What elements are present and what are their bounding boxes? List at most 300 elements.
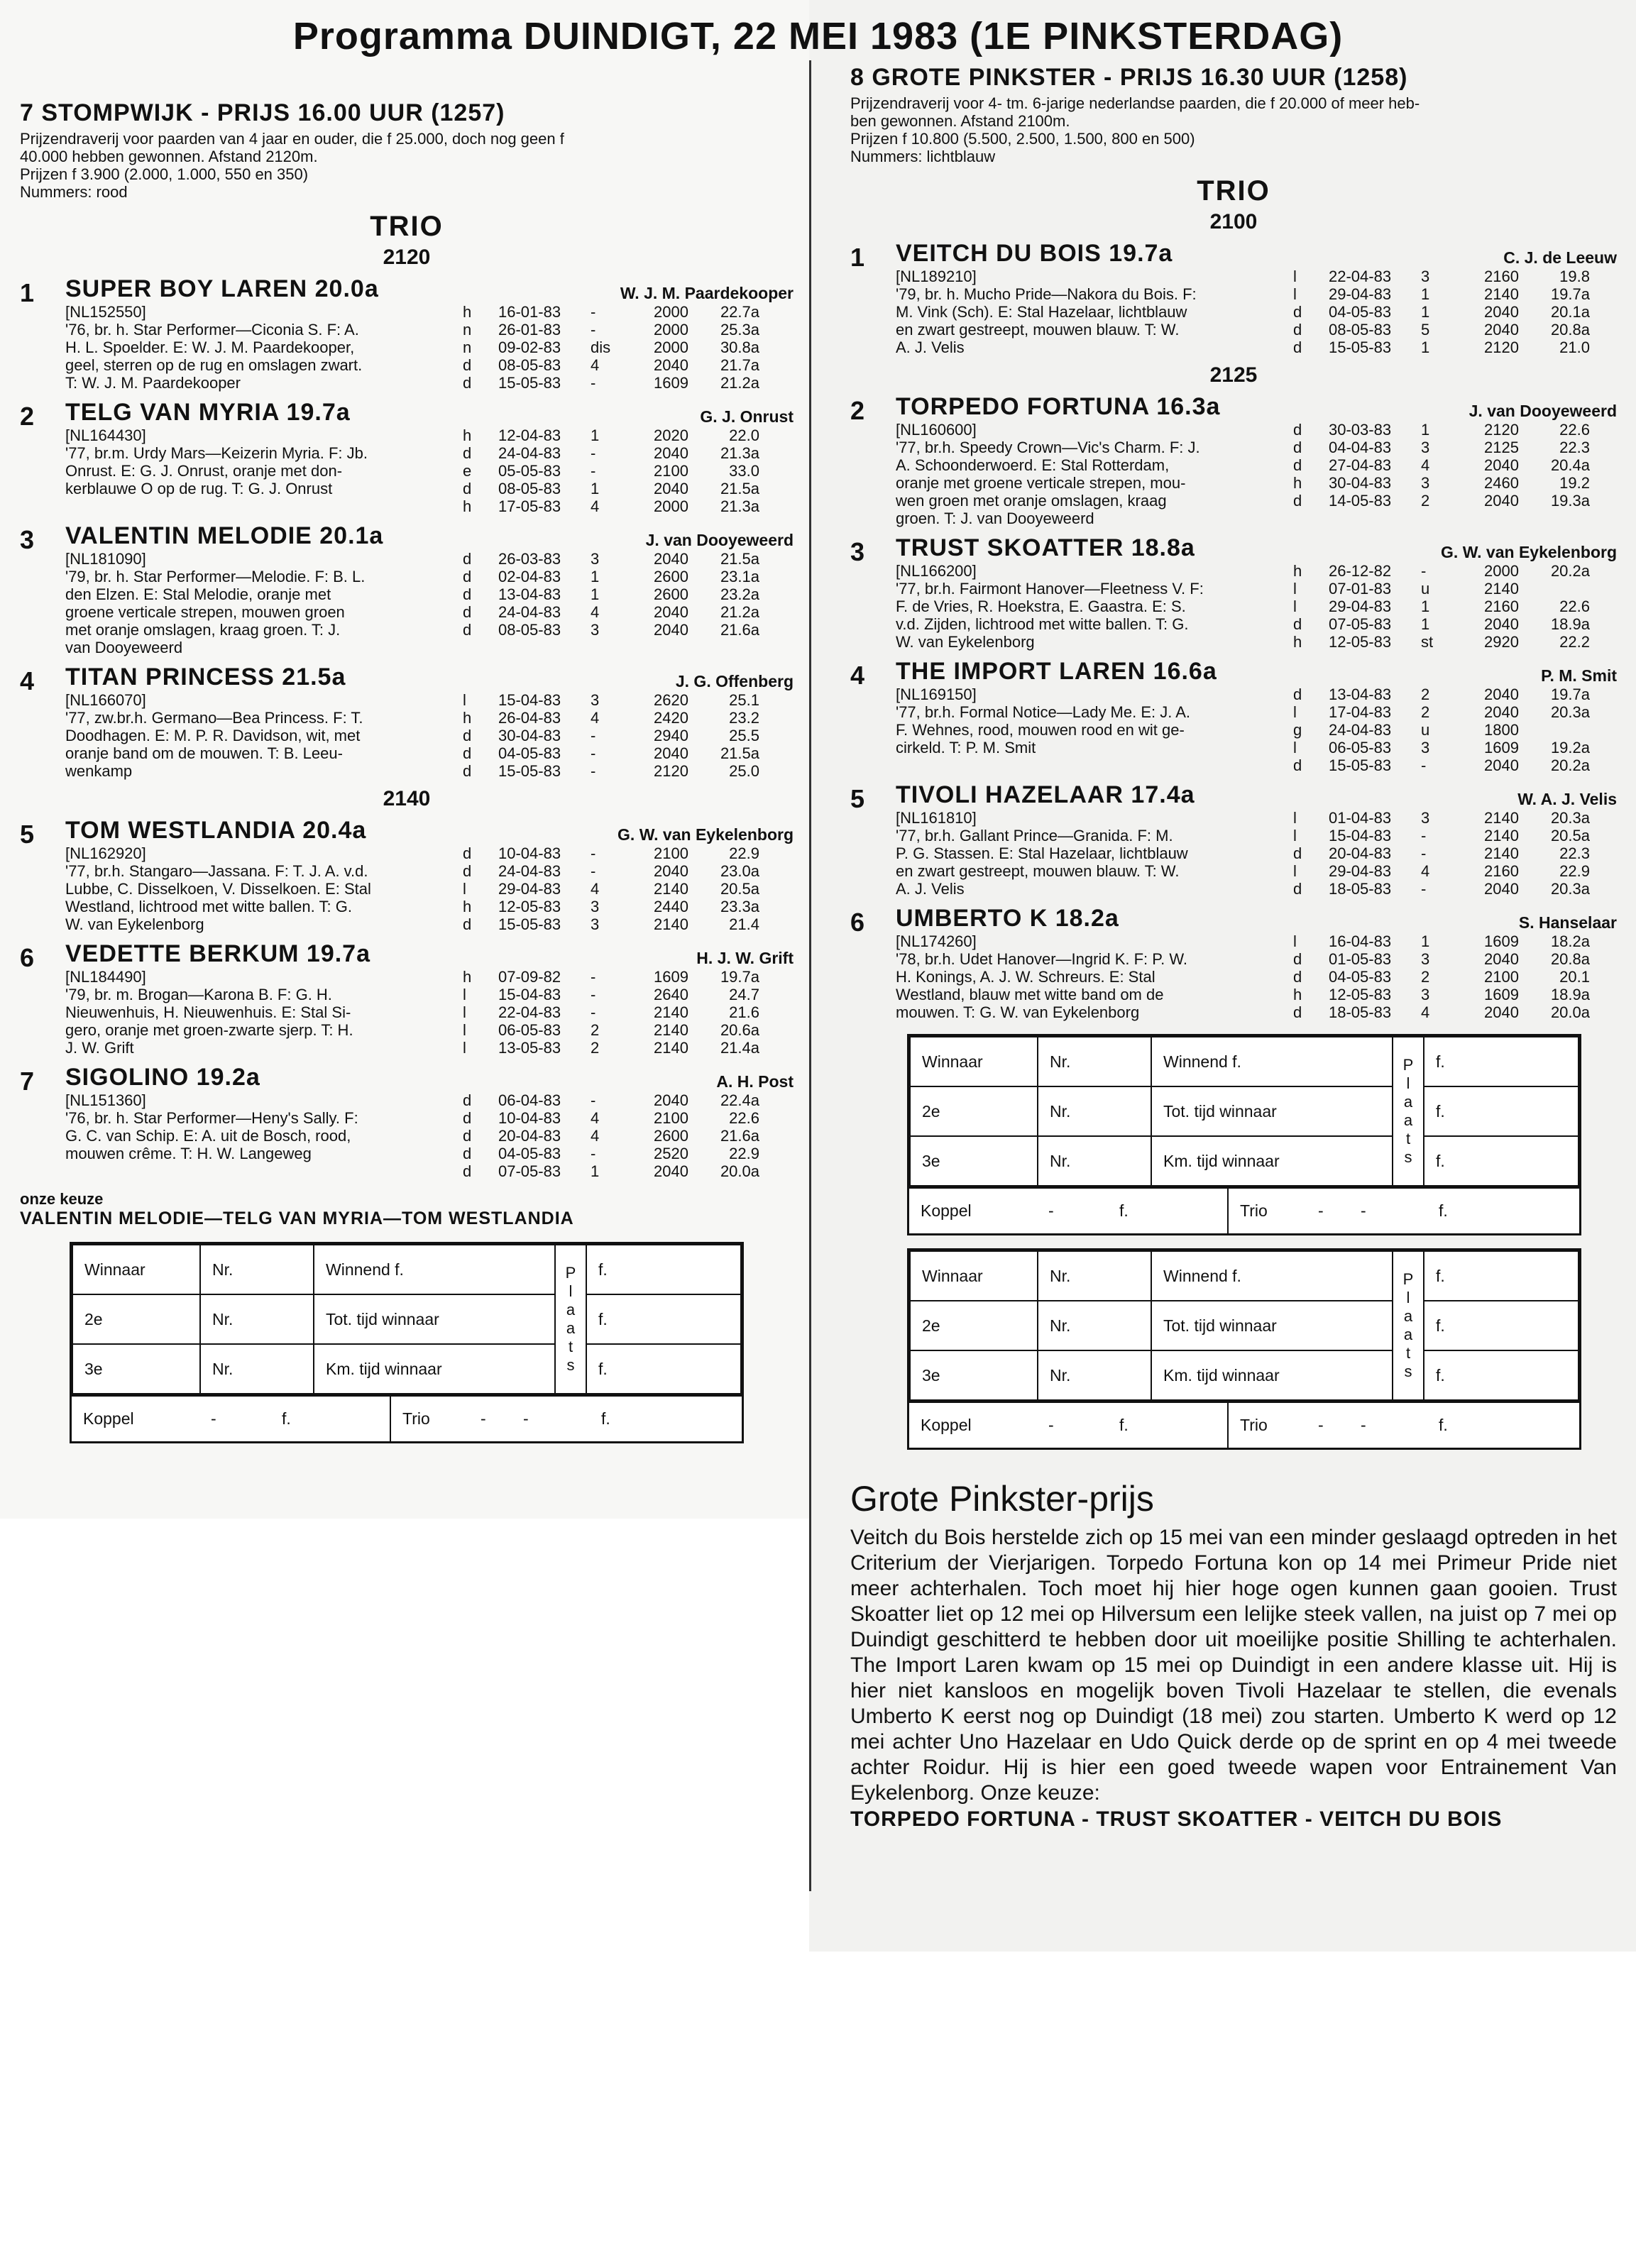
horse-name: THE IMPORT LAREN 16.6a: [896, 658, 1217, 685]
trio-dash: -: [1361, 1416, 1366, 1434]
form-time: 21.3a: [720, 497, 759, 515]
horse-entry: [20, 1064, 794, 1180]
form-track: d: [463, 550, 472, 568]
entry-details: [65, 399, 794, 515]
form-track: l: [463, 1021, 466, 1039]
trio-label: Trio: [402, 1409, 430, 1428]
form-place: st: [1421, 633, 1434, 651]
description-line: '77, br.h. Stangaro—Jassana. F: T. J. A. v.d.: [65, 862, 368, 880]
form-time: 19.7a: [720, 968, 759, 986]
form-track: l: [463, 1003, 466, 1021]
bet-nr-label: Nr.: [1038, 1350, 1151, 1400]
form-time: 19.2: [1559, 474, 1590, 492]
trio-label: Trio: [1240, 1201, 1268, 1220]
form-time: 21.6a: [720, 1127, 759, 1145]
bet-info-label: Tot. tijd winnaar: [1151, 1301, 1393, 1350]
description-line: Nieuwenhuis, H. Nieuwenhuis. E: Stal Si-: [65, 1003, 351, 1021]
description-line: gero, oranje met groen-zwarte sjerp. T: H.: [65, 1021, 353, 1039]
form-row: [1293, 474, 1617, 492]
form-distance: 1609: [1484, 986, 1519, 1003]
form-date: 13-04-83: [1329, 686, 1392, 703]
form-row: [463, 1162, 794, 1180]
form-track: h: [463, 709, 472, 727]
form-track: l: [1293, 809, 1297, 827]
form-row: [1293, 950, 1617, 968]
form-date: 16-04-83: [1329, 932, 1392, 950]
form-date: 30-04-83: [1329, 474, 1392, 492]
form-row: [463, 621, 794, 639]
form-place: -: [591, 303, 596, 321]
form-date: 29-04-83: [1329, 285, 1392, 303]
bet-info-label: Km. tijd winnaar: [1151, 1136, 1393, 1186]
form-distance: 2120: [1484, 338, 1519, 356]
entry-number: 2: [20, 402, 35, 431]
description-line: '77, br.m. Urdy Mars—Keizerin Myria. F: Jb.: [65, 444, 368, 462]
form-place: -: [1421, 827, 1427, 844]
form-time: 20.5a: [1550, 827, 1590, 844]
form-place: -: [1421, 562, 1427, 580]
form-row: [463, 844, 794, 862]
race-7-keuze-label: onze keuze: [20, 1190, 104, 1208]
form-place: 2: [1421, 686, 1430, 703]
form-place: 1: [591, 480, 600, 497]
description-line: J. W. Grift: [65, 1039, 134, 1057]
form-distance: 2100: [654, 844, 688, 862]
description-line: H. Konings, A. J. W. Schreurs. E: Stal: [896, 968, 1155, 986]
distance-heading: 2100: [1209, 210, 1258, 233]
horse-description: [65, 303, 463, 392]
form-time: 21.5a: [720, 744, 759, 762]
form-time: 21.5a: [720, 480, 759, 497]
form-track: d: [463, 727, 472, 744]
description-line: '77, br.h. Gallant Prince—Granida. F: M.: [896, 827, 1173, 844]
condition-line: ben gewonnen. Afstand 2100m.: [850, 112, 1070, 130]
description-line: Westland, blauw met witte band om de: [896, 986, 1164, 1003]
entry-body: [65, 1091, 794, 1180]
entry-body: [65, 691, 794, 780]
race-7-keuze: VALENTIN MELODIE—TELG VAN MYRIA—TOM WESTLANDIA: [20, 1209, 574, 1228]
form-row: [1293, 562, 1617, 580]
form-place: 1: [591, 1162, 600, 1180]
form-track: d: [1293, 492, 1302, 510]
trio-dash: -: [523, 1409, 529, 1428]
form-date: 01-05-83: [1329, 950, 1392, 968]
description-line: [NL166200]: [896, 562, 977, 580]
horse-description: [65, 968, 463, 1057]
description-line: Westland, lichtrood met witte ballen. T: G.: [65, 898, 352, 915]
form-place: 4: [591, 1109, 600, 1127]
form-track: d: [463, 374, 472, 392]
form-time: 20.1: [1559, 968, 1590, 986]
form-date: 18-05-83: [1329, 1003, 1392, 1021]
form-time: 23.1a: [720, 568, 759, 585]
form-time: [1519, 580, 1590, 598]
plaats-letter: s: [1404, 1148, 1412, 1166]
koppel-dash: -: [1048, 1416, 1054, 1434]
plaats-letter: s: [1404, 1363, 1412, 1380]
race-7-trio-heading: TRIO: [370, 211, 444, 242]
form-time: 20.3a: [1550, 880, 1590, 898]
form-date: 06-05-83: [498, 1021, 561, 1039]
form-row: [1293, 686, 1617, 703]
form-track: l: [1293, 827, 1297, 844]
race-8-title: 8 GROTE PINKSTER - PRIJS 16.30 UUR (1258): [850, 64, 1408, 91]
form-date: 09-02-83: [498, 338, 561, 356]
plaats-letter: a: [566, 1301, 576, 1319]
form-distance: 2040: [1484, 703, 1519, 721]
bet-info-label: Tot. tijd winnaar: [314, 1294, 555, 1344]
form-place: -: [591, 968, 596, 986]
form-time: 22.3: [1559, 844, 1590, 862]
form-track: d: [463, 844, 472, 862]
entry-details: [896, 781, 1617, 898]
form-distance: 2160: [1484, 862, 1519, 880]
form-place: 3: [1421, 950, 1430, 968]
entry-details: [65, 1064, 794, 1180]
form-place: dis: [591, 338, 611, 356]
form-distance: 2040: [654, 1091, 688, 1109]
form-time: 22.9: [729, 1145, 759, 1162]
form-row: [463, 338, 794, 356]
bet-amount-label: f.: [1424, 1086, 1579, 1136]
horse-description: [65, 1091, 463, 1180]
form-distance: 2100: [654, 1109, 688, 1127]
trainer-name: W. A. J. Velis: [1517, 790, 1617, 808]
form-date: 26-04-83: [498, 709, 561, 727]
form-place: 3: [591, 621, 600, 639]
form-row: [463, 568, 794, 585]
form-place: 2: [1421, 703, 1430, 721]
description-line: Doodhagen. E: M. P. R. Davidson, wit, met: [65, 727, 361, 744]
form-distance: 2040: [654, 356, 688, 374]
form-place: -: [591, 444, 596, 462]
race-7-title: 7 STOMPWIJK - PRIJS 16.00 UUR (1257): [20, 99, 505, 126]
form-table: [463, 426, 794, 515]
horse-name: TRUST SKOATTER 18.8a: [896, 534, 1195, 561]
form-table: [1293, 421, 1617, 527]
form-place: 3: [1421, 739, 1430, 756]
form-date: 07-05-83: [498, 1162, 561, 1180]
condition-line: Nummers: lichtblauw: [850, 148, 996, 165]
entry-body: [65, 844, 794, 933]
form-track: l: [1293, 580, 1297, 598]
horse-description: [65, 844, 463, 933]
bet-form-table: [909, 1250, 1579, 1401]
description-line: [NL189210]: [896, 268, 977, 285]
form-distance: 2000: [654, 303, 688, 321]
form-track: d: [1293, 338, 1302, 356]
koppel-dash: -: [211, 1409, 216, 1428]
form-distance: 2100: [654, 462, 688, 480]
horse-name: TORPEDO FORTUNA 16.3a: [896, 393, 1221, 420]
form-distance: 1609: [1484, 932, 1519, 950]
form-time: 20.5a: [720, 880, 759, 898]
form-time: 21.4a: [720, 1039, 759, 1057]
horse-entry: [20, 522, 794, 656]
form-date: 12-05-83: [1329, 633, 1392, 651]
bet-form-row: [910, 1037, 1579, 1086]
form-table: [463, 968, 794, 1057]
horse-entry: [20, 664, 794, 780]
form-distance: 2040: [654, 480, 688, 497]
form-row: [1293, 285, 1617, 303]
entry-body: [896, 268, 1617, 356]
form-time: 25.5: [729, 727, 759, 744]
description-line: '77, br.h. Fairmont Hanover—Fleetness V. F:: [896, 580, 1204, 598]
description-line: A. Schoonderwoerd. E: Stal Rotterdam,: [896, 456, 1170, 474]
form-place: 4: [591, 603, 600, 621]
form-distance: 2000: [1484, 562, 1519, 580]
entry-body: [65, 968, 794, 1057]
form-place: 1: [1421, 338, 1430, 356]
entry-body: [65, 426, 794, 515]
form-row: [463, 898, 794, 915]
form-time: 20.2a: [1550, 562, 1590, 580]
horse-name: UMBERTO K 18.2a: [896, 905, 1119, 932]
form-place: -: [1421, 844, 1427, 862]
form-distance: 2040: [1484, 321, 1519, 338]
description-line: G. C. van Schip. E: A. uit de Bosch, rood,: [65, 1127, 351, 1145]
form-table: [1293, 562, 1617, 651]
koppel-amount: f.: [270, 1397, 391, 1441]
form-track: d: [1293, 421, 1302, 439]
form-date: 12-05-83: [498, 898, 561, 915]
form-time: 22.4a: [720, 1091, 759, 1109]
bet-amount-label: f.: [1424, 1251, 1579, 1301]
horse-header: [896, 658, 1617, 686]
form-row: [1293, 1003, 1617, 1021]
trainer-name: A. H. Post: [716, 1072, 794, 1091]
race-8-bet-form-1: [907, 1034, 1581, 1235]
bet-nr-label: Nr.: [200, 1294, 314, 1344]
form-time: 20.3a: [1550, 703, 1590, 721]
form-place: 2: [1421, 492, 1430, 510]
description-line: A. J. Velis: [896, 880, 965, 898]
bet-nr-label: Nr.: [1038, 1086, 1151, 1136]
form-distance: 2040: [1484, 880, 1519, 898]
condition-line: Prijzendraverij voor 4- tm. 6-jarige nederlandse paarden, die f 20.000 of meer heb-: [850, 94, 1420, 112]
form-track: d: [1293, 844, 1302, 862]
bet-form-table: [72, 1244, 742, 1394]
horse-description: [896, 932, 1293, 1021]
form-date: 15-05-83: [1329, 756, 1392, 774]
form-date: 04-05-83: [1329, 303, 1392, 321]
form-distance: 2040: [654, 621, 688, 639]
form-distance: 2040: [654, 744, 688, 762]
trainer-name: W. J. M. Paardekooper: [620, 284, 794, 302]
entry-number: 7: [20, 1067, 35, 1096]
form-place: 2: [1421, 968, 1430, 986]
horse-description: [896, 268, 1293, 356]
entry-details: [65, 522, 794, 656]
form-track: l: [463, 691, 466, 709]
form-time: 20.0a: [1550, 1003, 1590, 1021]
bet-info-label: Winnend f.: [314, 1245, 555, 1294]
form-place: -: [591, 727, 596, 744]
description-line: [NL162920]: [65, 844, 146, 862]
form-distance: 2940: [654, 727, 688, 744]
form-date: 17-04-83: [1329, 703, 1392, 721]
race-7-conditions: [20, 130, 794, 201]
form-track: d: [463, 603, 472, 621]
form-table: [463, 844, 794, 933]
plaats-label: [1393, 1251, 1424, 1400]
form-row: [463, 691, 794, 709]
race-8-entries: [850, 210, 1617, 1021]
form-distance: 2000: [654, 338, 688, 356]
entry-details: [896, 534, 1617, 651]
bet-position-label: Winnaar: [72, 1245, 200, 1294]
form-track: l: [1293, 598, 1297, 615]
form-date: 29-04-83: [498, 880, 561, 898]
form-distance: 2000: [654, 321, 688, 338]
form-track: d: [463, 1109, 472, 1127]
form-row: [463, 968, 794, 986]
form-row: [463, 727, 794, 744]
form-time: 20.6a: [720, 1021, 759, 1039]
form-time: 19.7a: [1550, 686, 1590, 703]
form-time: 21.4: [729, 915, 759, 933]
form-table: [1293, 268, 1617, 356]
form-time: 33.0: [729, 462, 759, 480]
bet-form-row: [72, 1344, 741, 1394]
form-row: [1293, 827, 1617, 844]
form-time: 20.8a: [1550, 321, 1590, 338]
bet-nr-label: Nr.: [1038, 1301, 1151, 1350]
horse-header: [896, 240, 1617, 268]
entry-body: [896, 686, 1617, 774]
form-place: 2: [591, 1021, 600, 1039]
form-row: [1293, 703, 1617, 721]
form-row: [1293, 633, 1617, 651]
form-time: 20.2a: [1550, 756, 1590, 774]
form-time: 21.2a: [720, 603, 759, 621]
form-time: 22.6: [729, 1109, 759, 1127]
race-8-bet-form-2: [907, 1248, 1581, 1450]
description-line: den Elzen. E: Stal Melodie, oranje met: [65, 585, 331, 603]
form-date: 13-04-83: [498, 585, 561, 603]
horse-header: [896, 534, 1617, 562]
form-time: 19.2a: [1550, 739, 1590, 756]
form-date: 08-05-83: [1329, 321, 1392, 338]
article-body: Veitch du Bois herstelde zich op 15 mei van een minder geslaagd optreden in het Criterium der Vierjarigen. Torpedo Fortuna kon op 14 mei Primeur Pride niet meer achterhalen. Toch moet hij hier hoge ogen kunnen gaan gooien. Trust Skoatter liet op 12 mei op Hilversum een lelijke steek vallen, na juist op 7 mei op Duindigt geschitterd te hebben door uit moeilijke positie Shilling te achterhalen. The Import Laren kwam op 15 mei op Duindigt in een andere klasse uit. Hij is hier niet kansloos en mogelijk boven Tivoli Hazelaar te stellen, die evenals Umberto K eerst nog op Duindigt (18 mei) zou starten. Umberto K werd op 12 mei achter Uno Hazelaar en Udo Quick derde op de sprint en op 4 mei tweede achter Roidur. Hij is hier een goed tweede wapen voor Entrainement Van Eykelenborg. Onze keuze:: [850, 1526, 1617, 1805]
form-date: 20-04-83: [498, 1127, 561, 1145]
description-line: groen. T: J. van Dooyeweerd: [896, 510, 1094, 527]
entry-details: [896, 905, 1617, 1021]
form-place: 5: [1421, 321, 1430, 338]
form-date: 15-04-83: [498, 691, 561, 709]
form-distance: 2920: [1484, 633, 1519, 651]
form-time: 22.6: [1559, 598, 1590, 615]
bet-nr-label: Nr.: [1038, 1037, 1151, 1086]
form-track: d: [1293, 950, 1302, 968]
form-track: d: [463, 444, 472, 462]
form-table: [1293, 932, 1617, 1021]
horse-description: [896, 809, 1293, 898]
form-row: [1293, 338, 1617, 356]
horse-entry: [20, 817, 794, 933]
description-line: [NL184490]: [65, 968, 146, 986]
bet-nr-label: Nr.: [200, 1245, 314, 1294]
description-line: W. van Eykelenborg: [896, 633, 1035, 651]
form-track: d: [1293, 756, 1302, 774]
form-track: d: [463, 480, 472, 497]
form-place: -: [591, 321, 596, 338]
form-track: l: [463, 1039, 466, 1057]
bet-form-row: [910, 1136, 1579, 1186]
form-date: 15-05-83: [498, 762, 561, 780]
form-row: [1293, 968, 1617, 986]
bet-amount-label: f.: [1424, 1037, 1579, 1086]
form-row: [463, 426, 794, 444]
bet-info-label: Winnend f.: [1151, 1251, 1393, 1301]
form-table: [463, 303, 794, 392]
form-place: 1: [591, 426, 600, 444]
form-place: 2: [591, 1039, 600, 1057]
form-track: h: [463, 426, 472, 444]
koppel-dash: -: [1048, 1201, 1054, 1220]
horse-entry: [850, 658, 1617, 774]
plaats-letter: P: [1402, 1056, 1414, 1074]
form-place: 3: [1421, 439, 1430, 456]
form-date: 08-05-83: [498, 621, 561, 639]
description-line: v.d. Zijden, lichtrood met witte ballen. T: G.: [896, 615, 1189, 633]
plaats-letter: l: [1406, 1289, 1410, 1306]
koppel-row: [909, 1401, 1579, 1448]
form-date: 07-09-82: [498, 968, 561, 986]
form-row: [463, 444, 794, 462]
form-track: h: [463, 898, 472, 915]
form-track: d: [463, 1162, 472, 1180]
form-distance: 2040: [654, 444, 688, 462]
form-place: 3: [591, 915, 600, 933]
form-track: l: [1293, 285, 1297, 303]
form-time: 18.2a: [1550, 932, 1590, 950]
description-line: '77, br.h. Formal Notice—Lady Me. E: J. A.: [896, 703, 1191, 721]
form-place: 4: [591, 1127, 600, 1145]
form-row: [463, 744, 794, 762]
form-table: [1293, 686, 1617, 774]
form-distance: 1800: [1484, 721, 1519, 739]
form-track: l: [1293, 739, 1297, 756]
horse-header: [65, 940, 794, 968]
bet-amount-label: f.: [1424, 1301, 1579, 1350]
form-time: 18.9a: [1550, 615, 1590, 633]
description-line: P. G. Stassen. E: Stal Hazelaar, lichtblauw: [896, 844, 1188, 862]
trio-label: Trio: [1240, 1416, 1268, 1434]
horse-entry: [850, 905, 1617, 1021]
form-date: 22-04-83: [498, 1003, 561, 1021]
form-place: -: [591, 844, 596, 862]
description-line: [NL160600]: [896, 421, 977, 439]
form-time: 19.8: [1559, 268, 1590, 285]
form-time: 25.0: [729, 762, 759, 780]
form-distance: 2460: [1484, 474, 1519, 492]
form-row: [463, 862, 794, 880]
horse-name: SUPER BOY LAREN 20.0a: [65, 275, 379, 302]
form-distance: 2120: [1484, 421, 1519, 439]
form-time: 23.0a: [720, 862, 759, 880]
form-date: 29-04-83: [1329, 862, 1392, 880]
page-title: Programma DUINDIGT, 22 MEI 1983 (1E PINKSTERDAG): [292, 15, 1344, 57]
plaats-label: [1393, 1037, 1424, 1186]
description-line: '78, br.h. Udet Hanover—Ingrid K. F: P. W.: [896, 950, 1187, 968]
form-row: [463, 1145, 794, 1162]
race-7-bet-form: [70, 1242, 744, 1443]
description-line: '79, br. m. Brogan—Karona B. F: G. H.: [65, 986, 332, 1003]
form-distance: 2600: [654, 1127, 688, 1145]
form-time: 21.6a: [720, 621, 759, 639]
